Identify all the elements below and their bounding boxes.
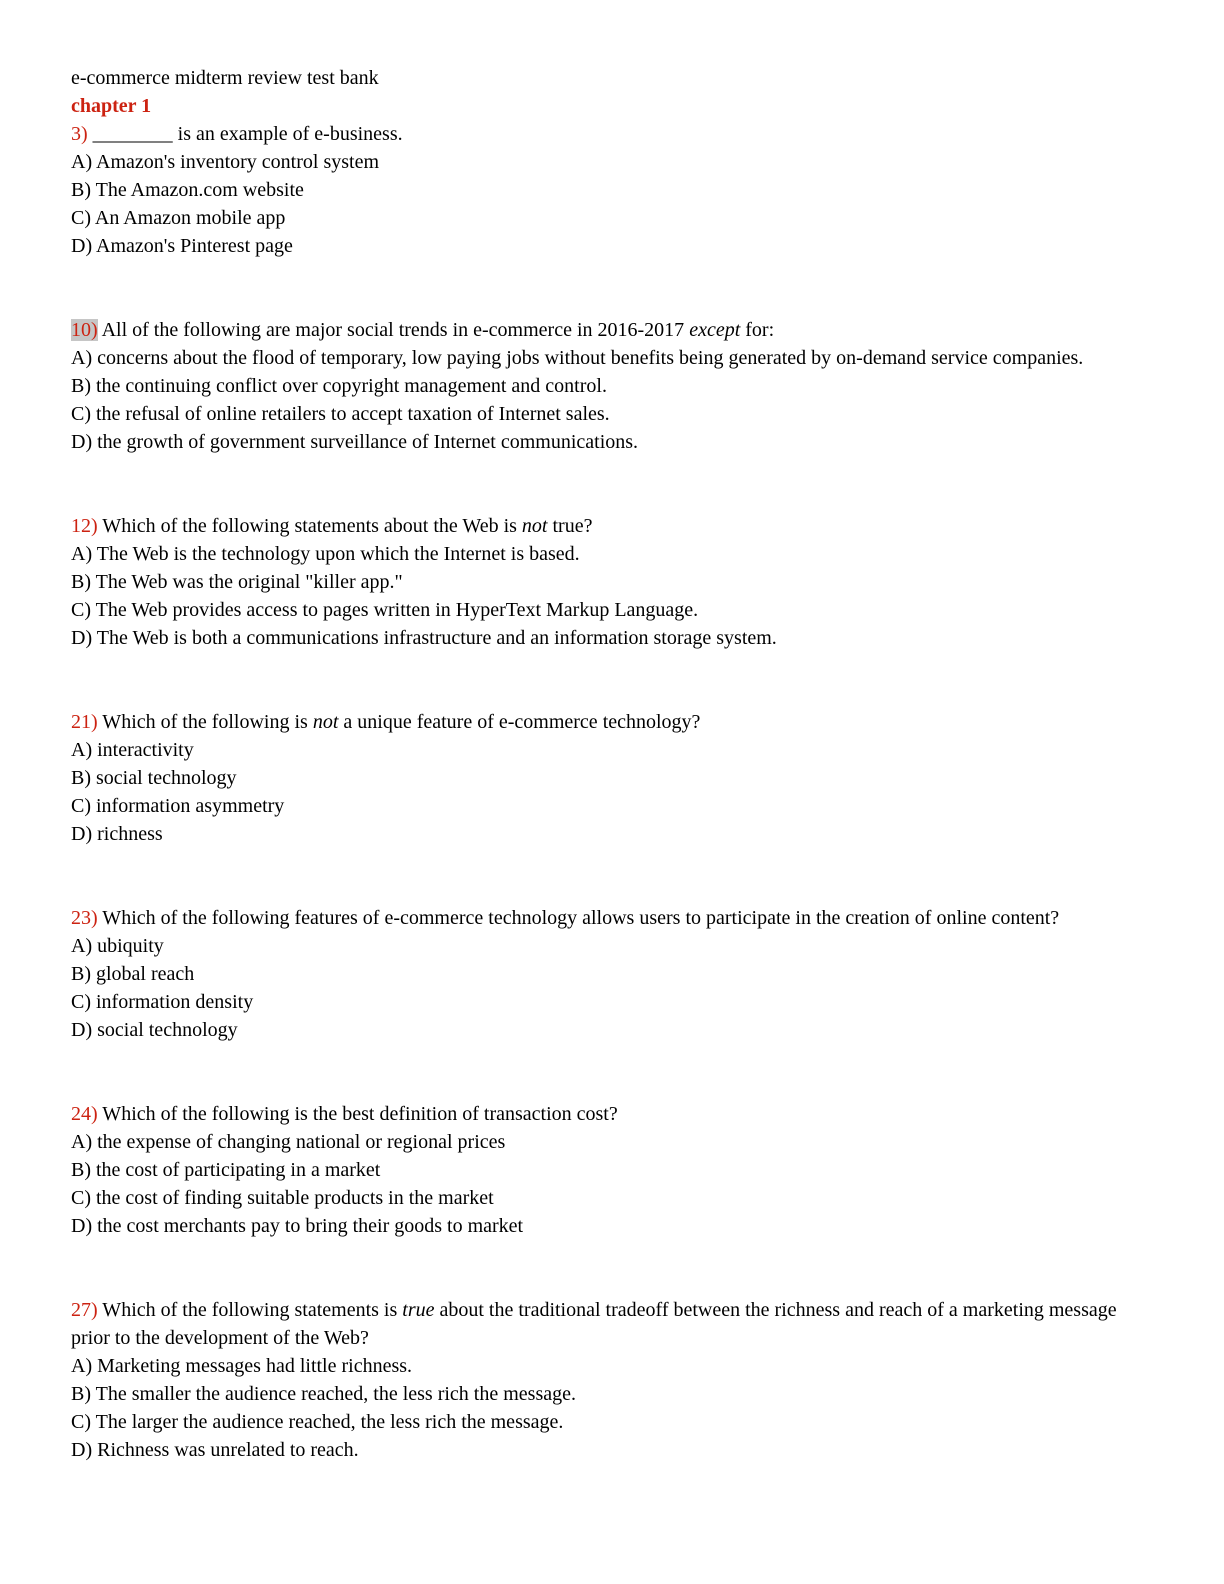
questions-container [71, 120, 1128, 1464]
answer-option: D) Richness was unrelated to reach. [71, 1439, 359, 1461]
answer-option: A) the expense of changing national or regional prices [71, 1131, 506, 1153]
prompt-segment: Which of the following is the best definition of transaction cost? [97, 1103, 618, 1125]
answer-option: C) The Web provides access to pages written in HyperText Markup Language. [71, 599, 699, 621]
prompt-italic-segment: true [402, 1299, 435, 1321]
answer-option: D) the growth of government surveillance of Internet communications. [71, 431, 639, 453]
answer-option: C) the refusal of online retailers to accept taxation of Internet sales. [71, 403, 610, 425]
question-number: 24) [71, 1103, 98, 1125]
answer-option: B) the continuing conflict over copyright management and control. [71, 375, 607, 397]
answer-option: A) interactivity [71, 739, 194, 761]
prompt-italic-segment: except [689, 319, 741, 341]
prompt-segment: ________ is an example of e-business. [87, 123, 403, 145]
question-prompt [71, 904, 1128, 932]
prompt-segment: All of the following are major social trends in e-commerce in 2016-2017 [97, 319, 690, 341]
prompt-segment: about the traditional tradeoff between the richness and reach of a marketing message prior to the development of the Web? [71, 1299, 1117, 1349]
question-number-highlighted: 10) [71, 319, 98, 341]
prompt-segment: Which of the following statements is [97, 1299, 403, 1321]
prompt-segment: Which of the following features of e-commerce technology allows users to participate in the creation of online content? [97, 907, 1060, 929]
answer-option: A) Amazon's inventory control system [71, 151, 379, 173]
answer-option: A) Marketing messages had little richness. [71, 1355, 413, 1377]
question-block [71, 1296, 1128, 1464]
answer-option: D) richness [71, 823, 163, 845]
question-block [71, 316, 1128, 456]
chapter-heading: chapter 1 [71, 95, 152, 117]
answer-option: D) Amazon's Pinterest page [71, 235, 293, 257]
question-block [71, 904, 1128, 1044]
answer-option: B) The smaller the audience reached, the less rich the message. [71, 1383, 576, 1405]
question-block [71, 120, 1128, 260]
answer-option: C) information density [71, 991, 254, 1013]
answer-option: C) The larger the audience reached, the less rich the message. [71, 1411, 564, 1433]
question-number: 27) [71, 1299, 98, 1321]
answer-option: B) The Web was the original "killer app." [71, 571, 403, 593]
question-prompt [71, 1100, 1128, 1128]
prompt-segment: Which of the following is [97, 711, 313, 733]
prompt-segment: true? [547, 515, 593, 537]
prompt-italic-segment: not [312, 711, 339, 733]
question-prompt [71, 120, 1128, 148]
answer-option: D) The Web is both a communications infrastructure and an information storage system. [71, 627, 777, 649]
question-number: 21) [71, 711, 98, 733]
answer-option: B) The Amazon.com website [71, 179, 304, 201]
answer-option: A) ubiquity [71, 935, 164, 957]
prompt-segment: Which of the following statements about the Web is [97, 515, 522, 537]
answer-option: A) concerns about the flood of temporary, low paying jobs without benefits being generated by on-demand service companies. [71, 347, 1084, 369]
answer-option: C) An Amazon mobile app [71, 207, 286, 229]
answer-option: C) the cost of finding suitable products in the market [71, 1187, 494, 1209]
question-number: 23) [71, 907, 98, 929]
question-prompt [71, 316, 1128, 344]
question-block [71, 708, 1128, 848]
question-prompt [71, 512, 1128, 540]
answer-option: D) social technology [71, 1019, 238, 1041]
answer-option: D) the cost merchants pay to bring their goods to market [71, 1215, 524, 1237]
question-number: 12) [71, 515, 98, 537]
question-prompt [71, 708, 1128, 736]
answer-option: B) global reach [71, 963, 195, 985]
prompt-segment: for: [740, 319, 775, 341]
prompt-italic-segment: not [521, 515, 548, 537]
answer-option: C) information asymmetry [71, 795, 285, 817]
question-prompt [71, 1296, 1128, 1352]
question-number: 3) [71, 123, 88, 145]
document-title: e-commerce midterm review test bank [71, 67, 379, 89]
question-block [71, 512, 1128, 652]
answer-option: A) The Web is the technology upon which the Internet is based. [71, 543, 580, 565]
answer-option: B) the cost of participating in a market [71, 1159, 381, 1181]
question-block [71, 1100, 1128, 1240]
answer-option: B) social technology [71, 767, 237, 789]
prompt-segment: a unique feature of e-commerce technology? [338, 711, 701, 733]
